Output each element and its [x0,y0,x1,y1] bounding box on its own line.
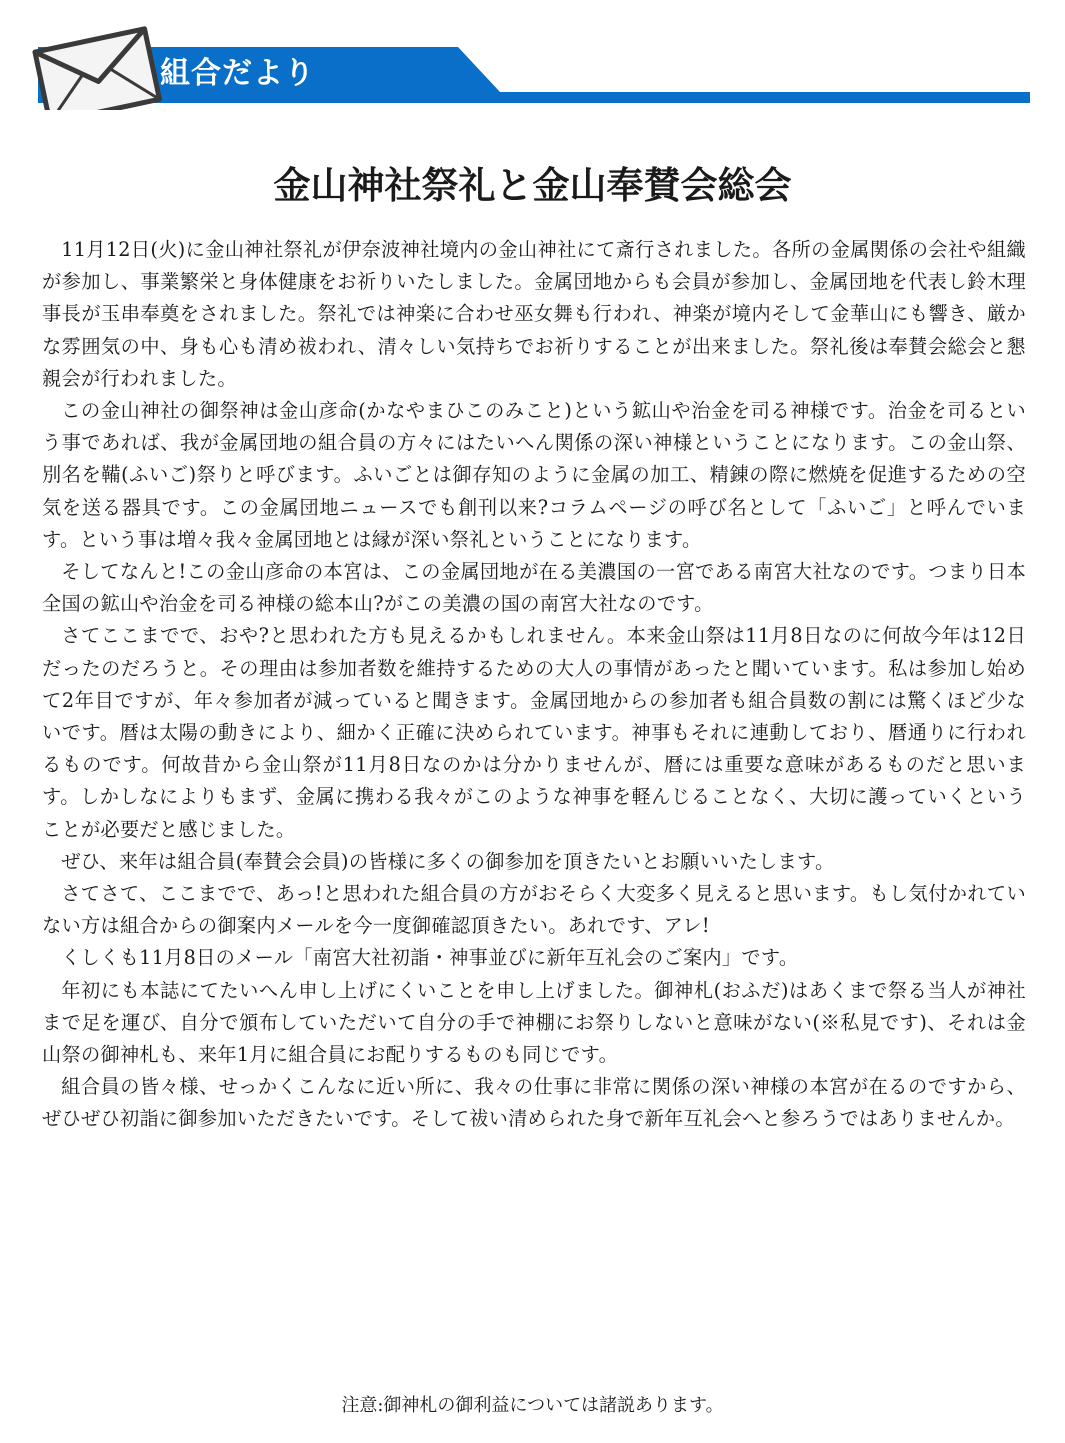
footnote: 注意:御神札の御利益については諸説あります。 [341,1395,724,1416]
section-label: 組合だより [160,56,315,91]
envelope-icon [35,29,160,110]
paragraph: さてここまでで、おや?と思われた方も見えるかもしれません。本来金山祭は11月8日なのに何故今年は12日だったのだろうと。その理由は参加者数を維持するための大人の事情があったと聞いています。私は参加し始めて2年目ですが、年々参加者が減っていると聞きます。金属団地からの参加者も組合員数の割には驚くほど少ないです。暦は太陽の動きにより、細かく正確に決められています。神事もそれに連動しており、暦通りに行われるものです。何故昔から金山祭が11月8日なのかは分かりませんが、暦には重要な意味があるものだと思います。しかしなによりもまず、金属に携わる我々がこのような神事を軽んじることなく、大切に護っていくということが必要だと感じました。 [42,624,1027,841]
paragraph: この金山神社の御祭神は金山彦命(かなやまひこのみこと)という鉱山や治金を司る神様です。治金を司るという事であれば、我が金属団地の組合員の方々にはたいへん関係の深い神様ということになります。この金山祭、別名を鞴(ふいご)祭りと呼びます。ふいごとは御存知のように金属の加工、精錬の際に燃焼を促進するための空気を送る器具です。この金属団地ニュースでも創刊以来?コラムページの呼び名として「ふいご」と呼んでいます。という事は増々我々金属団地とは縁が深い祭礼ということになります。 [42,399,1026,551]
article-body [42,234,1026,1136]
article-title: 金山神社祭礼と金山奉賛会総会 [273,163,792,207]
section-header [0,0,1065,110]
paragraph: ぜひ、来年は組合員(奉賛会会員)の皆様に多くの御参加を頂きたいとお願いいたします。 [61,849,835,873]
paragraph: さてさて、ここまでで、あっ!と思われた組合員の方がおそらく大変多く見えると思います。もし気付かれていない方は組合からの御案内メールを今一度御確認頂きたい。あれです、アレ! [42,882,1026,938]
paragraph: 組合員の皆々様、せっかくこんなに近い所に、我々の仕事に非常に関係の深い神様の本宮が在るのですから、ぜひぜひ初詣に御参加いただきたいです。そして祓い清められた身で新年互礼会へと参ろうではありませんか。 [42,1075,1026,1131]
paragraph: くしくも11月8日のメール「南宮大社初詣・神事並びに新年互礼会のご案内」です。 [61,946,799,970]
paragraph: 11月12日(火)に金山神社祭礼が伊奈波神社境内の金山神社にて斎行されました。各所の金属関係の会社や組織が参加し、事業繁栄と身体健康をお祈りいたしました。金属団地からも会員が参加し、金属団地を代表し鈴木理事長が玉串奉奠をされました。祭礼では神楽に合わせ巫女舞も行われ、神楽が境内そして金華山にも響き、厳かな雰囲気の中、身も心も清め祓われ、清々しい気持ちでお祈りすることが出来ました。祭礼後は奉賛会総会と懇親会が行われました。 [42,238,1026,390]
paragraph: 年初にも本誌にてたいへん申し上げにくいことを申し上げました。御神札(おふだ)はあくまで祭る当人が神社まで足を運び、自分で頒布していただいて自分の手で神棚にお祭りしないと意味がない(※私見です)、それは金山祭の御神札も、来年1月に組合員にお配りするものも同じです。 [42,978,1026,1067]
paragraph: そしてなんと!この金山彦命の本宮は、この金属団地が在る美濃国の一宮である南宮大社なのです。つまり日本全国の鉱山や治金を司る神様の総本山?がこの美濃の国の南宮大社なのです。 [42,560,1026,616]
